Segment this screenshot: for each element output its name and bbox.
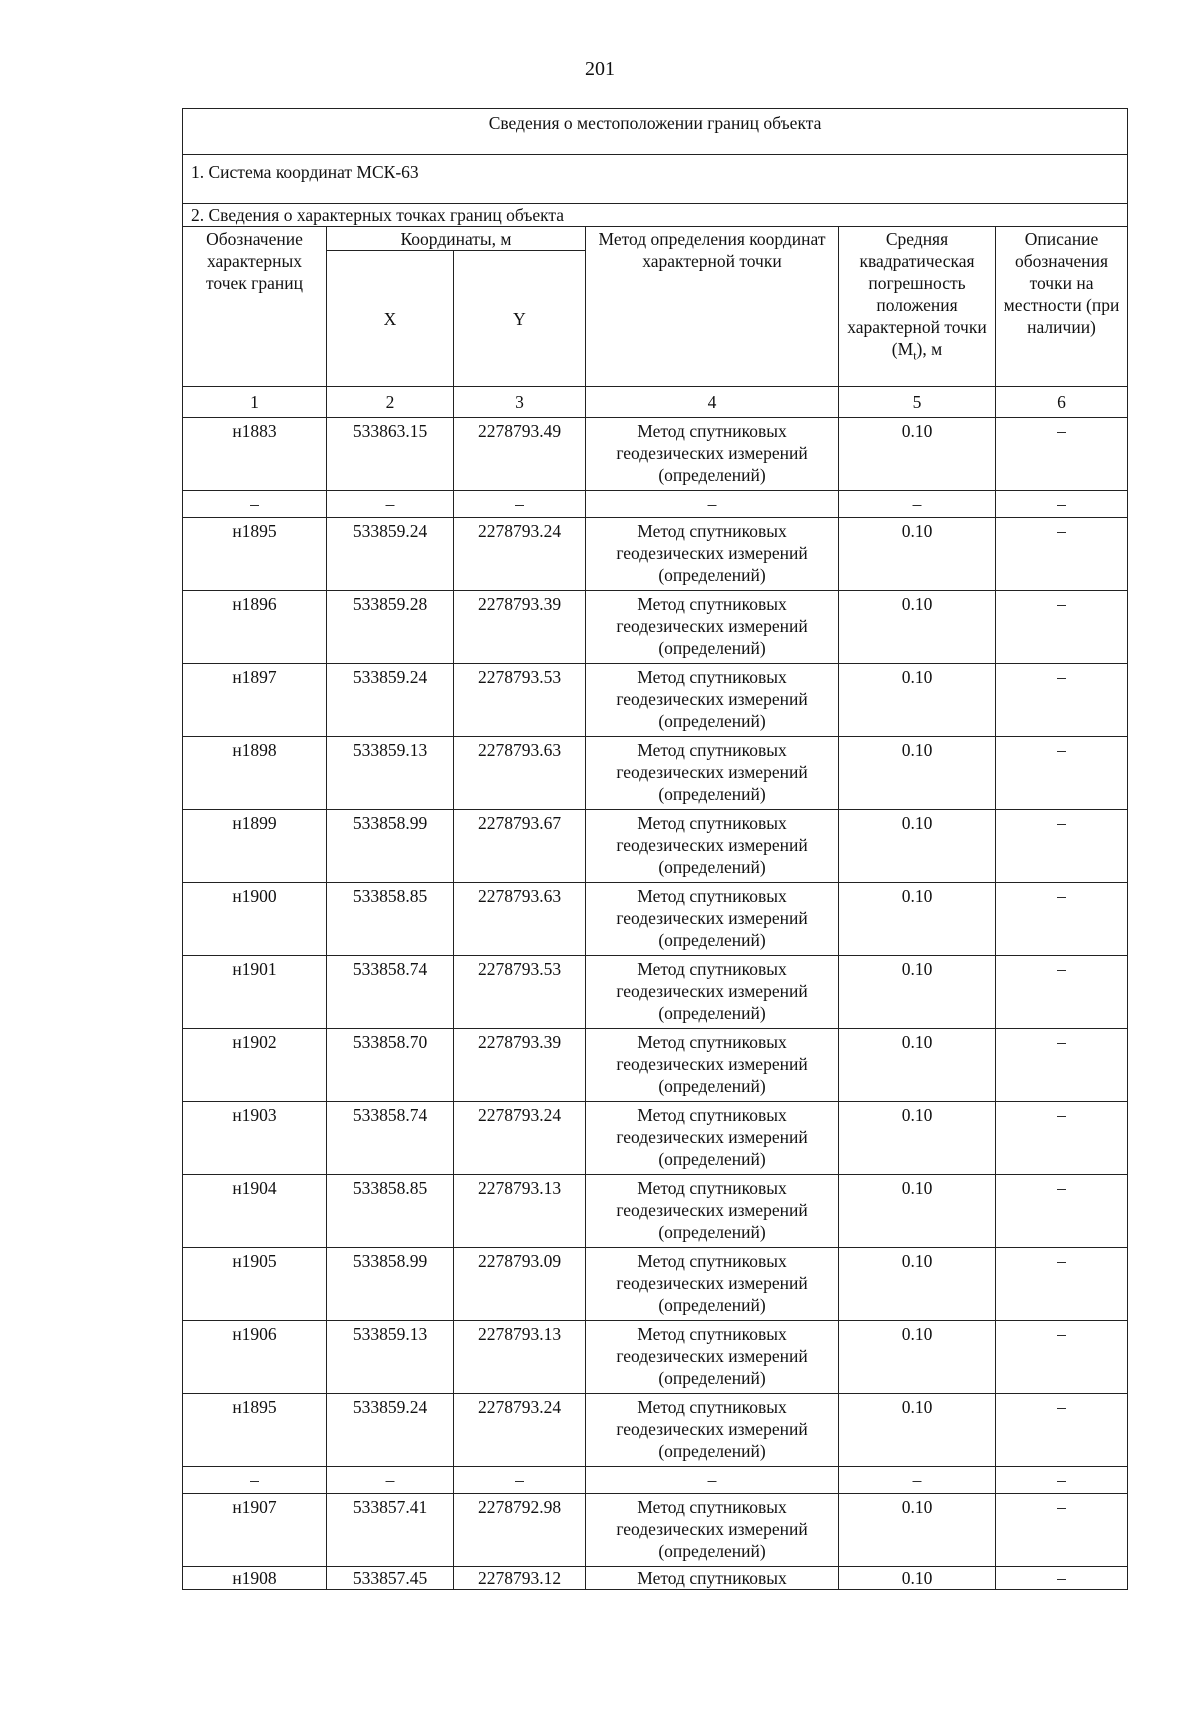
mean-error: 0.10 [839,810,996,883]
coordinate-y: 2278793.63 [454,883,586,956]
coordinate-system: 1. Система координат МСК-63 [183,155,1128,204]
table-row [183,737,1128,810]
coordinate-x: 533858.70 [327,1029,454,1102]
column-number: 5 [839,387,996,418]
column-number: 6 [996,387,1128,418]
point-description: – [996,1248,1128,1321]
mean-error: 0.10 [839,591,996,664]
header-x: X [327,251,454,387]
coordinate-y: 2278793.67 [454,810,586,883]
coordinate-x: – [327,1467,454,1494]
method: Метод спутниковых [586,1567,839,1590]
caption-row [183,109,1128,155]
coordinate-y: – [454,1467,586,1494]
point-designation: н1895 [183,518,327,591]
point-description: – [996,1394,1128,1467]
table-row [183,1567,1128,1590]
coordinate-x: 533858.99 [327,810,454,883]
header-y: Y [454,251,586,387]
table-row-omitted [183,491,1128,518]
coordinate-y: – [454,491,586,518]
mean-error: 0.10 [839,956,996,1029]
coordinate-y: 2278792.98 [454,1494,586,1567]
point-designation: н1896 [183,591,327,664]
coordinate-y: 2278793.09 [454,1248,586,1321]
boundary-points-table [182,108,1128,1590]
table-row [183,418,1128,491]
mean-error: 0.10 [839,664,996,737]
table-row [183,1494,1128,1567]
coordinate-y: 2278793.12 [454,1567,586,1590]
method: Метод спутниковых геодезических измерений (определений) [586,1175,839,1248]
coordinate-y: 2278793.63 [454,737,586,810]
point-description: – [996,737,1128,810]
point-designation: н1906 [183,1321,327,1394]
mean-error: 0.10 [839,1248,996,1321]
mean-error: – [839,1467,996,1494]
coordinate-x: 533859.13 [327,737,454,810]
mean-error: 0.10 [839,1394,996,1467]
point-designation: н1900 [183,883,327,956]
page-number: 201 [585,58,615,80]
point-designation: н1895 [183,1394,327,1467]
table-row [183,1321,1128,1394]
point-description: – [996,1494,1128,1567]
point-description: – [996,883,1128,956]
table-row-omitted [183,1467,1128,1494]
column-number: 3 [454,387,586,418]
column-number: 1 [183,387,327,418]
table-row [183,1029,1128,1102]
coordinate-system-row [183,155,1128,204]
coordinate-x: 533858.99 [327,1248,454,1321]
coordinate-y: 2278793.39 [454,1029,586,1102]
point-designation: н1901 [183,956,327,1029]
method: – [586,1467,839,1494]
table-row [183,664,1128,737]
method: Метод спутниковых геодезических измерений (определений) [586,664,839,737]
mean-error: – [839,491,996,518]
header-row-1 [183,227,1128,251]
point-description: – [996,1467,1128,1494]
point-description: – [996,1175,1128,1248]
mean-error: 0.10 [839,883,996,956]
coordinate-x: 533857.45 [327,1567,454,1590]
mean-error: 0.10 [839,1494,996,1567]
column-number: 4 [586,387,839,418]
coordinate-y: 2278793.13 [454,1175,586,1248]
point-description: – [996,491,1128,518]
point-designation: н1907 [183,1494,327,1567]
point-designation: н1903 [183,1102,327,1175]
mean-error: 0.10 [839,518,996,591]
table-row [183,956,1128,1029]
section-title-row [183,204,1128,227]
point-description: – [996,1102,1128,1175]
method: Метод спутниковых геодезических измерений (определений) [586,591,839,664]
coordinate-y: 2278793.13 [454,1321,586,1394]
coordinate-x: 533858.85 [327,1175,454,1248]
header-designation: Обозначение характерных точек границ [183,227,327,387]
method: Метод спутниковых геодезических измерений (определений) [586,1321,839,1394]
coordinate-y: 2278793.53 [454,664,586,737]
mean-error: 0.10 [839,1321,996,1394]
point-designation: н1897 [183,664,327,737]
point-designation: н1898 [183,737,327,810]
coordinate-x: 533859.13 [327,1321,454,1394]
point-designation: н1899 [183,810,327,883]
point-description: – [996,418,1128,491]
coordinate-y: 2278793.39 [454,591,586,664]
mean-error: 0.10 [839,1029,996,1102]
point-designation: н1904 [183,1175,327,1248]
point-designation: н1908 [183,1567,327,1590]
point-description: – [996,956,1128,1029]
boundary-table-container [182,108,1127,1590]
header-method: Метод определения координат характерной точки [586,227,839,387]
coordinate-x: 533858.74 [327,956,454,1029]
table-body [183,109,1128,1590]
mean-error: 0.10 [839,1102,996,1175]
mean-error: 0.10 [839,1567,996,1590]
table-row [183,518,1128,591]
method: Метод спутниковых геодезических измерений (определений) [586,1394,839,1467]
table-row [183,1248,1128,1321]
point-description: – [996,518,1128,591]
coordinate-y: 2278793.53 [454,956,586,1029]
coordinate-x: 533859.28 [327,591,454,664]
coordinate-y: 2278793.49 [454,418,586,491]
column-number: 2 [327,387,454,418]
coordinate-y: 2278793.24 [454,1394,586,1467]
point-description: – [996,1029,1128,1102]
column-numbers-row [183,387,1128,418]
mean-error: 0.10 [839,418,996,491]
coordinate-y: 2278793.24 [454,1102,586,1175]
table-row [183,1394,1128,1467]
table-row [183,810,1128,883]
method: Метод спутниковых геодезических измерений (определений) [586,883,839,956]
point-description: – [996,591,1128,664]
point-designation: – [183,1467,327,1494]
point-designation: н1905 [183,1248,327,1321]
method: Метод спутниковых геодезических измерений (определений) [586,1102,839,1175]
table-row [183,1175,1128,1248]
method: Метод спутниковых геодезических измерений (определений) [586,518,839,591]
method: Метод спутниковых геодезических измерений (определений) [586,1029,839,1102]
method: – [586,491,839,518]
table-row [183,591,1128,664]
coordinate-y: 2278793.24 [454,518,586,591]
method: Метод спутниковых геодезических измерений (определений) [586,1248,839,1321]
coordinate-x: – [327,491,454,518]
table-caption: Сведения о местоположении границ объекта [183,109,1128,155]
header-coordinates: Координаты, м [327,227,586,251]
coordinate-x: 533858.74 [327,1102,454,1175]
method: Метод спутниковых геодезических измерений (определений) [586,737,839,810]
header-description: Описание обозначения точки на местности (при наличии) [996,227,1128,387]
coordinate-x: 533857.41 [327,1494,454,1567]
point-description: – [996,1567,1128,1590]
section-title: 2. Сведения о характерных точках границ объекта [183,204,1128,227]
table-row [183,883,1128,956]
coordinate-x: 533858.85 [327,883,454,956]
coordinate-x: 533859.24 [327,664,454,737]
point-designation: н1883 [183,418,327,491]
table-row [183,1102,1128,1175]
mean-error: 0.10 [839,737,996,810]
point-designation: н1902 [183,1029,327,1102]
coordinate-x: 533863.15 [327,418,454,491]
method: Метод спутниковых геодезических измерений (определений) [586,1494,839,1567]
point-description: – [996,664,1128,737]
header-error: Средняя квадратическая погрешность положения характерной точки $(M_t)$, м [839,227,996,387]
method: Метод спутниковых геодезических измерений (определений) [586,810,839,883]
coordinate-x: 533859.24 [327,518,454,591]
method: Метод спутниковых геодезических измерений (определений) [586,418,839,491]
mean-error: 0.10 [839,1175,996,1248]
point-description: – [996,1321,1128,1394]
point-designation: – [183,491,327,518]
point-description: – [996,810,1128,883]
coordinate-x: 533859.24 [327,1394,454,1467]
method: Метод спутниковых геодезических измерений (определений) [586,956,839,1029]
